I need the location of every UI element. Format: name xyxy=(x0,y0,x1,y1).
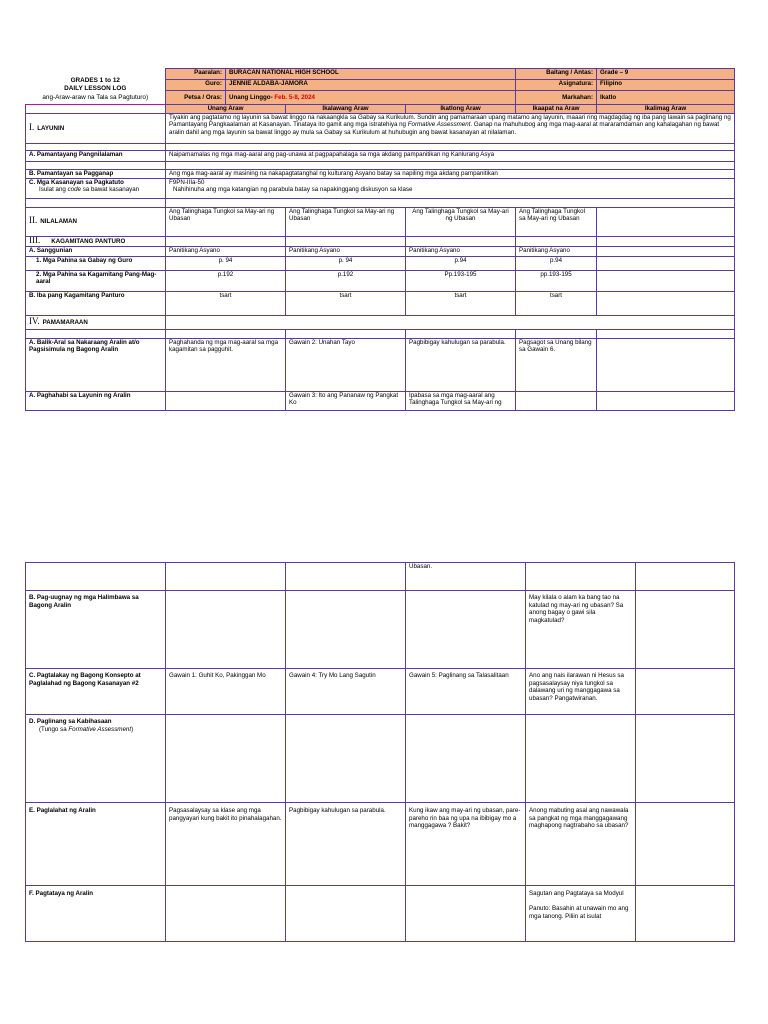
pagtataya-label: F. Pagtataya ng Aralin xyxy=(26,886,166,942)
pangmag-day-1: p.192 xyxy=(166,270,286,291)
title-daily-lesson-log: DAILY LESSON LOG xyxy=(64,85,127,92)
layunin-text-italic: Formative Assessment xyxy=(407,121,471,129)
paglinang-day-1 xyxy=(166,715,286,803)
day-5-header: Ikalimag Araw xyxy=(597,105,735,114)
layunin-text-1: Tiyakin ang pagtatamo ng layunin sa bawat linggo na nakaangkla sa Gabay sa Kurikulum. Sundin ang pamamaraan upang matamo ang layunin, maaari ring magdagdag ng iba pang Iawain sa paglinang ng Pamantayang Pangkaalaman at Kasanayan. Tinataya ito gamit ang mga istratehiya ng xyxy=(169,113,731,129)
pagganap-label: B. Pamantayan sa Pagganap xyxy=(26,169,166,178)
paglalahat-day-1: Pagsasalaysay sa klase ang mga pangyayari kung bakit ito pinahalagahan. xyxy=(166,803,286,886)
balik-aral-day-2: Gawain 2: Unahan Tayo xyxy=(286,338,406,391)
petsa-dates: Feb. 5-8, 2024 xyxy=(272,93,315,101)
pamamaraan-label: PAMAMARAAN xyxy=(42,318,88,326)
day-4-header: Ikaapat na Araw xyxy=(516,105,597,114)
asignatura-label: Asignatura: xyxy=(516,80,597,91)
paglinang-label: D. Paglinang sa Kabihasaan xyxy=(29,718,112,725)
iba-day-4: tsart xyxy=(516,291,597,315)
lesson-log-table-continued xyxy=(25,562,735,942)
balik-aral-day-4: Pagsagot sa Unang bilang sa Gawain 6. xyxy=(516,338,597,391)
paglinang-sub-italic: Formative Assessment xyxy=(68,725,132,733)
cont-day-4 xyxy=(526,563,636,591)
pagtataya-day-3 xyxy=(406,886,526,942)
layunin-heading xyxy=(26,113,166,143)
gabay-day-4: p.94 xyxy=(516,256,597,270)
nilalaman-day-5 xyxy=(597,207,735,236)
pagkatuto-sub-1: Isulat ang xyxy=(39,186,68,194)
balik-aral-day-3: Pagbibigay kahulugan sa parabula. xyxy=(406,338,516,391)
pagtalakay-label: C. Pagtalakay ng Bagong Konsepto at Paglalahad ng Bagong Kasanayan #2 xyxy=(26,669,166,715)
sanggunian-day-3: Panitikang Asyano xyxy=(406,246,516,256)
days-corner xyxy=(26,105,166,114)
pamamaraan-heading xyxy=(26,315,166,329)
paaralan-label: Paaralan: xyxy=(166,69,226,80)
layunin-text xyxy=(166,113,735,143)
cont-day-1 xyxy=(166,563,286,591)
cont-day-3: Ubasan. xyxy=(406,563,526,591)
pagtataya-day-1 xyxy=(166,886,286,942)
pag-uugnay-day-2 xyxy=(286,591,406,669)
iba-day-1: tsart xyxy=(166,291,286,315)
markahan-label: Markahan: xyxy=(516,91,597,105)
guro-value: JENNIE ALDABA-JAMORA xyxy=(226,80,516,91)
gabay-label: 1. Mga Pahina sa Gabay ng Guro xyxy=(26,256,166,270)
lesson-log-page-1 xyxy=(25,68,734,411)
lesson-log-table xyxy=(25,68,735,411)
paglinang-day-2 xyxy=(286,715,406,803)
pangnilalaman-text: Naipamamalas ng mga mag-aaral ang pag-unawa at pagpapahalaga sa mga akdang pampanitikan ng Kanlurang Asya xyxy=(166,150,735,161)
pagtataya-day-2 xyxy=(286,886,406,942)
gabay-day-1: p. 94 xyxy=(166,256,286,270)
pangmag-day-4: pp.193-195 xyxy=(516,270,597,291)
baitang-label: Baitang / Antas: xyxy=(516,69,597,80)
paglalahat-day-2: Pagbibigay kahulugan sa parabula. xyxy=(286,803,406,886)
pagtalakay-day-1: Gawain 1. Guhit Ko, Pakinggan Mo xyxy=(166,669,286,715)
iba-day-2: tsart xyxy=(286,291,406,315)
markahan-value: Ikatlo xyxy=(597,91,735,105)
cont-day-2 xyxy=(286,563,406,591)
paglinang-sub xyxy=(29,726,162,734)
roman-i: I. xyxy=(29,121,35,132)
pagkatuto-text: Nahihinuha ang mga katangian ng parabula batay sa napakinggang diskusyon sa klase xyxy=(173,186,413,194)
roman-iii: III. xyxy=(29,236,41,245)
pag-uugnay-day-4: May kilala o alam ka bang tao na katulad ng may-ari ng ubasan? Sa anong bagay o gawi sila magkatulad? xyxy=(526,591,636,669)
paglinang-day-4 xyxy=(526,715,636,803)
pagtataya-day-4: Sagutan ang Pagtataya sa Modyul Panuto: Basahin at unawain mo ang mga tanong. Piliin at isulat xyxy=(526,886,636,942)
kagamitan-label: KAGAMITANG PANTURO xyxy=(51,237,126,245)
petsa-value xyxy=(226,91,516,105)
nilalaman-heading xyxy=(26,207,166,236)
log-title xyxy=(26,69,166,105)
paglinang-heading xyxy=(26,715,166,803)
paglinang-day-3 xyxy=(406,715,526,803)
iba-day-3: tsart xyxy=(406,291,516,315)
paglinang-sub-2: ) xyxy=(131,725,134,733)
pagtalakay-day-3: Gawain 5: Paglinang sa Talasalitaan xyxy=(406,669,526,715)
nilalaman-day-1: Ang Talinghaga Tungkol sa May-ari ng Ubasan xyxy=(166,207,286,236)
paglinang-sub-1: (Tungo sa xyxy=(39,725,69,733)
roman-ii: II. xyxy=(29,215,38,226)
title-grades: GRADES 1 to 12 xyxy=(70,76,120,84)
layunin-label: LAYUNIN xyxy=(37,124,65,132)
sanggunian-day-4: Panitikang Asyano xyxy=(516,246,597,256)
roman-iv: IV. xyxy=(29,315,40,326)
paghahabi-day-1 xyxy=(166,391,286,410)
pag-uugnay-label: B. Pag-uugnay ng mga Halimbawa sa Bagong Aralin xyxy=(26,591,166,669)
petsa-week: Unang Linggo- xyxy=(229,93,273,101)
baitang-value: Grade – 9 xyxy=(597,69,735,80)
day-2-header: Ikalawang Araw xyxy=(286,105,406,114)
pagkatuto-heading xyxy=(26,178,166,198)
guro-label: Guro: xyxy=(166,80,226,91)
nilalaman-label: NILALAMAN xyxy=(40,218,78,226)
pagkatuto-label: C. Mga Kasanayan sa Pagkatuto xyxy=(29,178,124,186)
gabay-day-2: p. 94 xyxy=(286,256,406,270)
pagkatuto-content xyxy=(166,178,735,198)
asignatura-value: Filipino xyxy=(597,80,735,91)
day-3-header: Ikatlong Araw xyxy=(406,105,516,114)
title-subtitle: ang-Araw-araw na Tala sa Pagtuturo) xyxy=(42,93,149,101)
pangmag-day-2: p.192 xyxy=(286,270,406,291)
pagkatuto-sub xyxy=(29,186,162,194)
nilalaman-day-3: Ang Talinghaga Tungkol sa May-ari ng Ubasan xyxy=(406,207,516,236)
lesson-log-page-2 xyxy=(25,562,734,942)
paghahabi-day-2: Gawain 3: Ito ang Pananaw ng Pangkat Ko xyxy=(286,391,406,410)
pangmag-day-3: Pp.193-195 xyxy=(406,270,516,291)
kagamitan-heading xyxy=(26,236,166,246)
nilalaman-day-4: Ang Talinghaga Tungkol sa May-ari ng Ubasan xyxy=(516,207,597,236)
nilalaman-day-2: Ang Talinghaga Tungkol sa May-ari ng Ubasan xyxy=(286,207,406,236)
pagkatuto-code: F9PN-IIIa-50 xyxy=(169,178,205,186)
day-1-header: Unang Araw xyxy=(166,105,286,114)
sanggunian-day-1: Panitikang Asyano xyxy=(166,246,286,256)
balik-aral-label: A. Balik-Aral sa Nakaraang Aralin at/o Pagsisimula ng Bagong Aralin xyxy=(26,338,166,391)
sanggunian-day-2: Panitikang Asyano xyxy=(286,246,406,256)
gabay-day-3: p.94 xyxy=(406,256,516,270)
pag-uugnay-day-1 xyxy=(166,591,286,669)
balik-aral-day-1: Paghahanda ng mga mag-aaral sa mga kagamitan sa pagguhit. xyxy=(166,338,286,391)
iba-label: B. Iba pang Kagamitang Panturo xyxy=(26,291,166,315)
pagtalakay-day-4: Ano ang nais ilarawan ni Hesus sa pagsasalaysay niya tungkol sa dalawang uri ng manggagawa sa ubasan? Pangatwiranan. xyxy=(526,669,636,715)
pagkatuto-sub-italic: code xyxy=(67,186,81,194)
pagganap-text: Ang mga mag-aaral ay masining na nakapagtatanghal ng kulturang Asyano batay sa napiling mga akdang pampanitikan xyxy=(166,169,735,178)
paglalahat-day-4: Anong mabuting asal ang nawawala sa pangkat ng mga manggagawang maghapong nagtrabaho sa ubasan? xyxy=(526,803,636,886)
petsa-label: Petsa / Oras: xyxy=(166,91,226,105)
pagtalakay-day-2: Gawain 4: Try Mo Lang Sagutin xyxy=(286,669,406,715)
sanggunian-label: A. Sanggunian xyxy=(26,246,166,256)
paghahabi-day-4 xyxy=(516,391,597,410)
paaralan-value: BURACAN NATIONAL HIGH SCHOOL xyxy=(226,69,516,80)
paghahabi-label: A. Paghahabi sa Layunin ng Aralin xyxy=(26,391,166,410)
pag-uugnay-day-3 xyxy=(406,591,526,669)
paghahabi-day-3: Ipabasa sa mga mag-aaral ang Talinghaga Tungkol sa May-ari ng xyxy=(406,391,516,410)
paglalahat-day-3: Kung ikaw ang may-ari ng ubasan, pare-pareho rin baa ng upa na ibibigay mo a manggagawa ? Bakit? xyxy=(406,803,526,886)
pagkatuto-sub-2: sa bawat kasanayan xyxy=(80,186,140,194)
pangnilalaman-label: A. Pamantayang Pangnilalaman xyxy=(26,150,166,161)
paglalahat-label: E. Paglalahat ng Aralin xyxy=(26,803,166,886)
layunin-text-2: . Ganap na mahuhubog ang mga mag-aaral at mararamdaman ang kahalagahan ng bawat aralin dahil ang mga layunin sa bawat linggo ay mula sa Gabay sa Kurikulum at huhubugin ang bawat kasanayan at nilalaman. xyxy=(169,121,720,136)
pangmag-label: 2. Mga Pahina sa Kagamitang Pang-Mag-aaral xyxy=(26,270,166,291)
